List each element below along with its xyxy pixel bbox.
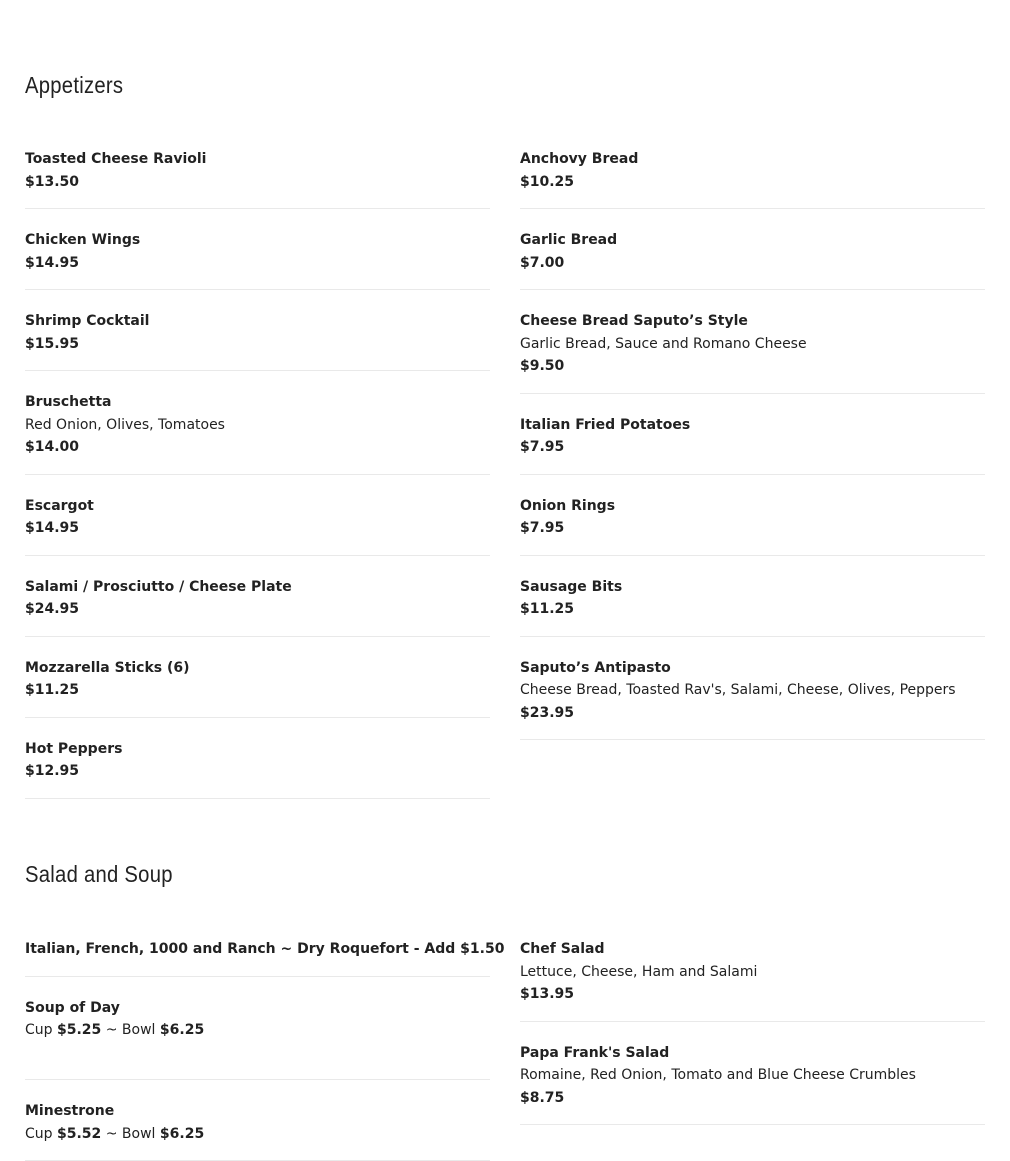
cup-price: $5.25 — [57, 1022, 102, 1038]
menu-item — [520, 209, 985, 290]
menu-item — [25, 556, 490, 637]
dressings-text: Italian, French, 1000 and Ranch ~ Dry Roquefort - Add $1.50 — [25, 941, 505, 957]
appetizers-left-column — [25, 148, 490, 799]
item-price: $24.95 — [25, 601, 80, 617]
soup-prices — [25, 1123, 490, 1146]
item-name: Hot Peppers — [25, 740, 123, 757]
bowl-label: ~ Bowl — [105, 1125, 156, 1142]
menu-item — [25, 718, 490, 799]
item-name: Anchovy Bread — [520, 151, 639, 167]
soup-prices — [25, 1019, 490, 1042]
menu-item — [25, 1080, 490, 1161]
item-description: Cheese Bread, Toasted Rav's, Salami, Cheese, Olives, Peppers — [520, 682, 956, 698]
menu-item — [520, 394, 985, 475]
item-price: $11.25 — [25, 682, 80, 698]
item-price: $10.25 — [520, 173, 575, 190]
item-name: Shrimp Cocktail — [25, 313, 150, 329]
menu-item — [25, 290, 490, 371]
salad-soup-right-column — [520, 938, 985, 1125]
item-name: Papa Frank's Salad — [520, 1044, 670, 1061]
item-name: Garlic Bread — [520, 232, 618, 248]
cup-label: Cup — [25, 1022, 53, 1038]
bowl-price: $6.25 — [159, 1125, 205, 1142]
spacer — [25, 1042, 490, 1065]
menu-item — [520, 475, 985, 556]
item-name: Mozzarella Sticks (6) — [25, 659, 190, 676]
item-price: $7.95 — [520, 439, 565, 455]
menu-item — [25, 209, 490, 290]
item-price: $14.00 — [25, 439, 80, 455]
item-name: Chicken Wings — [25, 232, 141, 248]
appetizers-right-column — [520, 148, 985, 740]
item-name: Escargot — [25, 497, 94, 514]
item-name: Bruschetta — [25, 394, 112, 410]
item-name: Salami / Prosciutto / Cheese Plate — [25, 578, 292, 595]
item-name: Soup of Day — [25, 999, 120, 1016]
menu-item — [25, 637, 490, 718]
menu-item — [25, 977, 490, 1081]
item-description: Lettuce, Cheese, Ham and Salami — [520, 963, 758, 980]
salad-soup-left-column — [25, 938, 505, 1161]
item-description: Romaine, Red Onion, Tomato and Blue Cheese Crumbles — [520, 1067, 916, 1083]
item-price: $7.00 — [520, 254, 565, 271]
dressings-item — [25, 938, 505, 977]
item-description: Garlic Bread, Sauce and Romano Cheese — [520, 335, 807, 352]
menu-item — [520, 1022, 985, 1126]
item-price: $7.95 — [520, 520, 565, 536]
item-name: Onion Rings — [520, 497, 616, 514]
item-name: Italian Fried Potatoes — [520, 416, 691, 433]
menu-item — [25, 148, 490, 209]
menu-item — [25, 475, 490, 556]
item-name: Chef Salad — [520, 941, 605, 957]
item-price: $8.75 — [520, 1089, 565, 1106]
item-name: Sausage Bits — [520, 578, 623, 595]
item-name: Saputo’s Antipasto — [520, 659, 671, 676]
menu-item — [520, 637, 985, 741]
item-price: $15.95 — [25, 335, 80, 352]
cup-label: Cup — [25, 1125, 53, 1142]
item-description: Red Onion, Olives, Tomatoes — [25, 416, 225, 433]
cup-price: $5.52 — [57, 1125, 102, 1142]
item-name: Toasted Cheese Ravioli — [25, 151, 207, 167]
section-title-appetizers: Appetizers — [25, 72, 124, 98]
item-name: Minestrone — [25, 1103, 115, 1119]
menu-item — [520, 938, 985, 1022]
item-price: $13.50 — [25, 173, 80, 190]
menu-item — [520, 148, 985, 209]
bowl-price: $6.25 — [159, 1022, 205, 1038]
item-price: $23.95 — [520, 704, 575, 721]
menu-item — [520, 290, 985, 394]
item-name: Cheese Bread Saputo’s Style — [520, 313, 748, 329]
bowl-label: ~ Bowl — [105, 1022, 156, 1038]
item-price: $11.25 — [520, 601, 575, 617]
item-price: $12.95 — [25, 763, 80, 779]
item-price: $14.95 — [25, 520, 80, 536]
item-price: $13.95 — [520, 986, 575, 1002]
menu-item — [520, 556, 985, 637]
item-price: $14.95 — [25, 254, 80, 271]
menu-item — [25, 371, 490, 475]
item-price: $9.50 — [520, 358, 565, 374]
section-title-salad-soup: Salad and Soup — [25, 861, 173, 887]
